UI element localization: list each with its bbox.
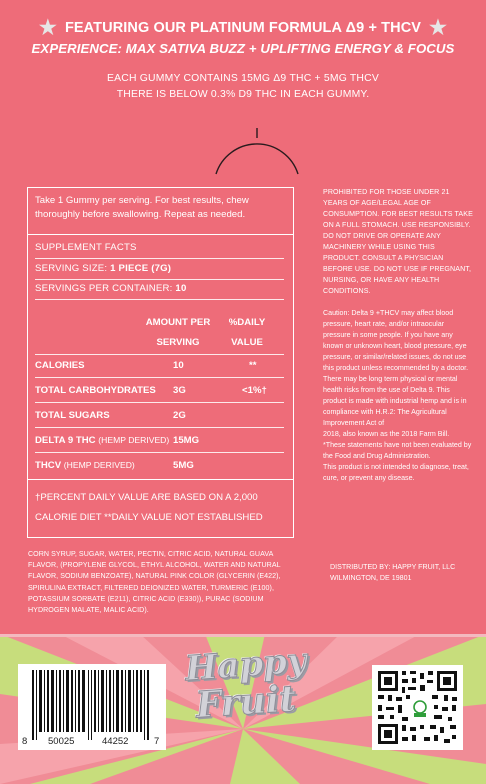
featuring-line: [0, 18, 486, 38]
directions-text: Take 1 Gummy per serving. For best results, chew thoroughly before swallowing. Repeat as needed.: [35, 195, 249, 220]
supplement-facts-heading: SUPPLEMENT FACTS: [35, 242, 137, 253]
divider: [35, 402, 284, 403]
dv-header-line-2: VALUE: [231, 337, 263, 348]
nutrient-label: TOTAL CARBOHYDRATES: [35, 385, 156, 396]
dosage-line-2: THERE IS BELOW 0.3% D9 THC IN EACH GUMMY.: [116, 88, 370, 100]
happy-fruit-logo: [172, 642, 320, 762]
servings-label: SERVINGS PER CONTAINER:: [35, 283, 173, 294]
qr-code-pattern: [372, 665, 463, 750]
divider: [35, 452, 284, 453]
daily-value-header: [222, 313, 272, 353]
divider: [35, 258, 284, 259]
divider: [28, 234, 293, 235]
barcode-digit: 8: [22, 736, 28, 747]
nutrient-name: THCV: [35, 460, 62, 471]
dv-header-line-1: %DAILY: [228, 317, 266, 328]
divider: [35, 279, 284, 280]
logo-word-fruit: Fruit: [194, 677, 298, 727]
farm-bill-text: 2018, also known as the 2018 Farm Bill.: [323, 430, 450, 438]
nutrient-label: [35, 460, 135, 471]
nutrient-note: (HEMP DERIVED): [98, 435, 170, 445]
amount-header-line-2: SERVING: [156, 337, 200, 348]
qr-code: [372, 665, 463, 750]
dosage-statement: [0, 71, 486, 102]
nutrient-dv: **: [249, 360, 257, 371]
nutrient-dv: <1%†: [242, 385, 267, 396]
daily-value-footnote: [35, 488, 290, 528]
age-warning: PROHIBITED FOR THOSE UNDER 21 YEARS OF AGE/LEGAL AGE OF CONSUMPTION. FOR BEST RESULTS TAKE ON A FULL STOMACH. USE RESPONSIBLY. DO NOT DRIVE OR OPERATE ANY MACHINERY WHILE USING THIS PRODUCT. CONSULT A PHYSICIAN BEFORE USE. DO NOT USE IF PREGNANT, NURSING, OR HAVE ANY HEALTH CONDITIONS.: [323, 188, 473, 295]
supplement-facts-panel: [27, 187, 294, 538]
divider: [35, 377, 284, 378]
nutrient-name: DELTA 9 THC: [35, 435, 96, 446]
divider: [28, 479, 293, 480]
fda-statement: *These statements have not been evaluated by the Food and Drug Administration.: [323, 441, 472, 460]
footnote-line-1: †PERCENT DAILY VALUE ARE BASED ON A 2,000: [35, 492, 258, 503]
experience-line: EXPERIENCE: MAX SATIVA BUZZ + UPLIFTING ENERGY & FOCUS: [31, 41, 455, 56]
nutrient-amount: 3G: [173, 385, 186, 396]
star-icon: ★: [429, 17, 448, 39]
divider: [35, 427, 284, 428]
star-icon: ★: [38, 17, 57, 39]
logo-word-happy: Happy: [184, 640, 308, 690]
divider: [35, 299, 284, 300]
warnings-column: [323, 187, 473, 484]
servings-per-container: [35, 283, 186, 294]
nutrient-label: TOTAL SUGARS: [35, 410, 110, 421]
barcode-number: [18, 736, 166, 750]
distributor-info: [330, 562, 470, 584]
hang-hole-outline: [212, 124, 302, 176]
footnote-line-2: CALORIE DIET **DAILY VALUE NOT ESTABLISHED: [35, 512, 263, 523]
nutrient-amount: 15MG: [173, 435, 200, 446]
nutrient-note: (HEMP DERIVED): [63, 460, 135, 470]
servings-value: 10: [175, 283, 187, 294]
barcode-digit-group: 44252: [102, 736, 129, 747]
nutrient-amount: 5MG: [173, 460, 194, 471]
nutrient-amount: 2G: [173, 410, 186, 421]
dosage-line-1: EACH GUMMY CONTAINS 15MG Δ9 THC + 5MG THCV: [107, 73, 379, 84]
barcode-digit: 7: [154, 736, 160, 747]
barcode-digit-group: 50025: [48, 736, 75, 747]
serving-size-value: 1 PIECE (7G): [110, 263, 172, 274]
nutrient-label: CALORIES: [35, 360, 85, 371]
caution-text: Caution: Delta 9 +THCV may affect blood pressure, heart rate, and/or intraocular pressure in some people. If you have any known or unknown heart, blood pressure, eye pressure, or similar/related issues, do not use this product unless recommended by a doctor. There may be long term physical or mental health risks from the use of Delta 9. This product is made with industrial hemp and is in compliance with H.R.2: The Agricultural Improvement Act of: [323, 309, 469, 427]
nutrient-label: [35, 435, 169, 446]
amount-header-line-1: AMOUNT PER: [145, 317, 211, 328]
serving-size-label: SERVING SIZE:: [35, 263, 108, 274]
distributor-name: DISTRIBUTED BY: HAPPY FRUIT, LLC: [330, 563, 456, 571]
divider: [35, 354, 284, 355]
serving-size: [35, 263, 171, 274]
nutrient-amount: 10: [173, 360, 184, 371]
amount-per-serving-header: [143, 313, 213, 353]
fda-disclaimer: This product is not intended to diagnose, treat, cure, or prevent any disease.: [323, 463, 469, 482]
distributor-address: WILMINGTON, DE 19801: [330, 574, 412, 583]
featuring-text: FEATURING OUR PLATINUM FORMULA Δ9 + THCV: [64, 20, 422, 36]
header: [0, 18, 486, 56]
ingredients-list: CORN SYRUP, SUGAR, WATER, PECTIN, CITRIC ACID, NATURAL GUAVA FLAVOR, (PROPYLENE GLYCOL, ETHYL ALCOHOL, WATER AND NATURAL FLAVOR, SODIUM BENZOATE), NATURAL PINK COLOR (GLYCERIN (E422), SPIRULINA EXTRACT, FILTERED DEIONIZED WATER, TURMERIC (E100), POTASSIUM SORBATE (E211), CITRIC ACID (E330)), PURAC (SODIUM HYDROGEN MALATE, MALIC ACID).: [28, 550, 281, 615]
